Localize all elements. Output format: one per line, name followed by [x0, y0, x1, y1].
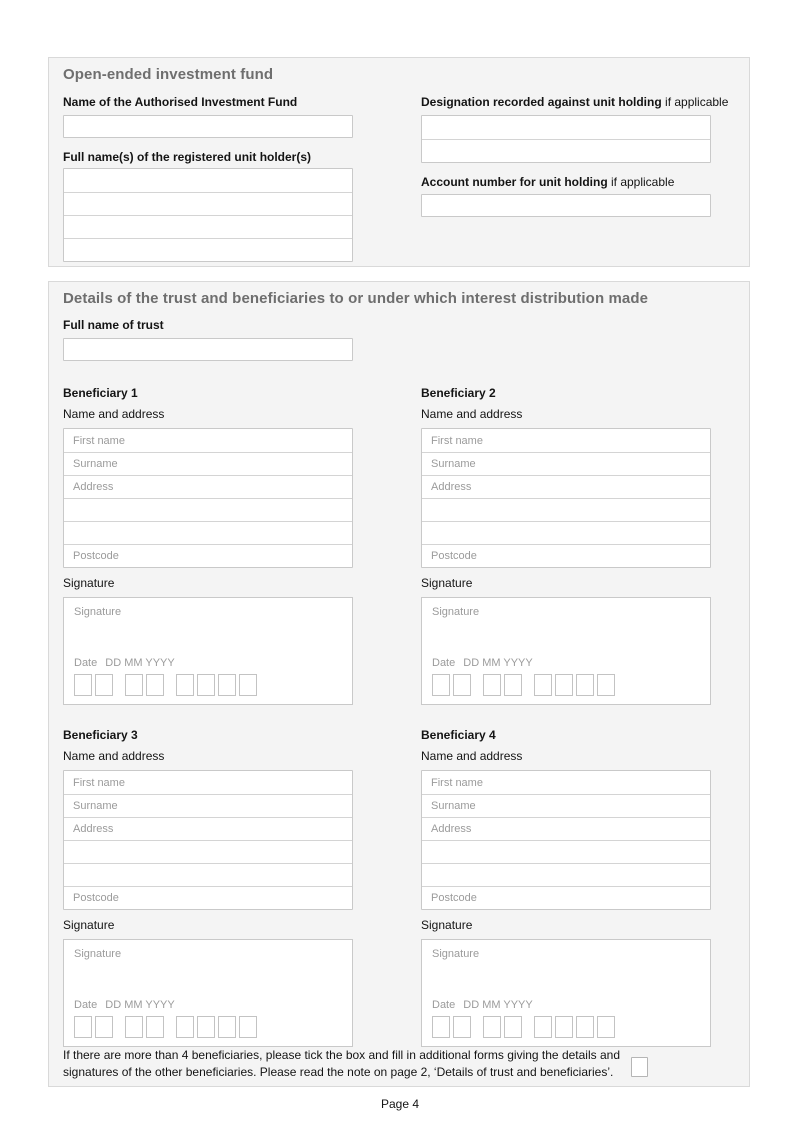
date-month-box[interactable] — [125, 674, 143, 696]
address-line3-input[interactable] — [64, 521, 352, 544]
postcode-input[interactable] — [64, 544, 352, 567]
name-address-group — [63, 770, 353, 910]
date-label: Date DD MM YYYY — [74, 657, 175, 669]
postcode-input[interactable] — [422, 544, 710, 567]
name-address-label: Name and address — [63, 407, 165, 421]
panel-open-ended-fund — [48, 57, 750, 267]
address-line3-input[interactable] — [422, 521, 710, 544]
date-cells — [432, 1016, 615, 1038]
date-year-box[interactable] — [218, 1016, 236, 1038]
surname-input[interactable] — [64, 452, 352, 475]
signature-label: Signature — [63, 918, 115, 932]
name-address-group — [421, 428, 711, 568]
date-year-box[interactable] — [555, 674, 573, 696]
page-number: Page 4 — [380, 1097, 420, 1111]
date-day-box[interactable] — [74, 674, 92, 696]
date-month-box[interactable] — [146, 1016, 164, 1038]
date-day-box[interactable] — [74, 1016, 92, 1038]
first-name-input[interactable] — [422, 429, 710, 452]
date-cells — [74, 1016, 257, 1038]
date-label: Date DD MM YYYY — [432, 999, 533, 1011]
beneficiary-4-title: Beneficiary 4 — [421, 728, 496, 742]
name-address-label: Name and address — [421, 749, 523, 763]
note-line-1: If there are more than 4 beneficiaries, please tick the box and fill in additional forms giving the details and — [63, 1048, 620, 1062]
more-beneficiaries-note — [63, 1047, 631, 1081]
signature-placeholder: Signature — [432, 948, 480, 960]
address-input[interactable] — [64, 475, 352, 498]
date-year-box[interactable] — [176, 674, 194, 696]
signature-placeholder: Signature — [432, 606, 480, 618]
date-year-box[interactable] — [218, 674, 236, 696]
designation-group — [421, 115, 711, 163]
section-title-open-ended-fund: Open-ended investment fund — [63, 66, 274, 83]
unit-holder-2-input[interactable] — [64, 192, 352, 215]
address-line2-input[interactable] — [422, 498, 710, 521]
beneficiary-4-block — [421, 728, 711, 1048]
date-year-box[interactable] — [534, 674, 552, 696]
name-address-group — [63, 428, 353, 568]
surname-input[interactable] — [64, 794, 352, 817]
date-month-box[interactable] — [504, 1016, 522, 1038]
signature-box[interactable] — [63, 939, 353, 1047]
address-input[interactable] — [422, 817, 710, 840]
signature-placeholder: Signature — [74, 606, 122, 618]
date-label: Date DD MM YYYY — [74, 999, 175, 1011]
trust-name-label: Full name of trust — [63, 318, 164, 332]
signature-label: Signature — [63, 576, 115, 590]
designation-label: Designation recorded against unit holding if applicable — [421, 95, 729, 109]
date-year-box[interactable] — [597, 1016, 615, 1038]
date-month-box[interactable] — [125, 1016, 143, 1038]
unit-holders-label: Full name(s) of the registered unit holder(s) — [63, 150, 312, 164]
address-line2-input[interactable] — [64, 498, 352, 521]
surname-input[interactable] — [422, 794, 710, 817]
name-address-label: Name and address — [421, 407, 523, 421]
panel-trust-details — [48, 281, 750, 1087]
unit-holder-3-input[interactable] — [64, 215, 352, 238]
designation-2-input[interactable] — [422, 139, 710, 162]
aif-name-input[interactable] — [63, 115, 353, 138]
date-year-box[interactable] — [555, 1016, 573, 1038]
beneficiary-1-title: Beneficiary 1 — [63, 386, 138, 400]
address-line3-input[interactable] — [64, 863, 352, 886]
date-year-box[interactable] — [534, 1016, 552, 1038]
first-name-input[interactable] — [64, 771, 352, 794]
date-month-box[interactable] — [483, 1016, 501, 1038]
signature-box[interactable] — [421, 939, 711, 1047]
date-day-box[interactable] — [95, 674, 113, 696]
address-input[interactable] — [422, 475, 710, 498]
aif-name-label: Name of the Authorised Investment Fund — [63, 95, 298, 109]
date-year-box[interactable] — [239, 674, 257, 696]
date-month-box[interactable] — [146, 674, 164, 696]
name-address-label: Name and address — [63, 749, 165, 763]
date-cells — [74, 674, 257, 696]
date-day-box[interactable] — [453, 674, 471, 696]
date-year-box[interactable] — [576, 1016, 594, 1038]
date-year-box[interactable] — [197, 1016, 215, 1038]
designation-1-input[interactable] — [422, 116, 710, 139]
account-number-input[interactable] — [421, 194, 711, 217]
date-day-box[interactable] — [95, 1016, 113, 1038]
signature-box[interactable] — [63, 597, 353, 705]
surname-input[interactable] — [422, 452, 710, 475]
signature-box[interactable] — [421, 597, 711, 705]
date-month-box[interactable] — [504, 674, 522, 696]
first-name-input[interactable] — [422, 771, 710, 794]
postcode-input[interactable] — [64, 886, 352, 909]
date-year-box[interactable] — [576, 674, 594, 696]
section-title-trust-details: Details of the trust and beneficiaries to or under which interest distribution made — [63, 290, 649, 307]
address-line2-input[interactable] — [422, 840, 710, 863]
date-month-box[interactable] — [483, 674, 501, 696]
unit-holders-group — [63, 168, 353, 262]
date-label: Date DD MM YYYY — [432, 657, 533, 669]
beneficiary-2-block — [421, 386, 711, 706]
date-day-box[interactable] — [453, 1016, 471, 1038]
address-input[interactable] — [64, 817, 352, 840]
beneficiary-2-title: Beneficiary 2 — [421, 386, 496, 400]
beneficiary-3-block — [63, 728, 353, 1048]
signature-placeholder: Signature — [74, 948, 122, 960]
date-year-box[interactable] — [197, 674, 215, 696]
first-name-input[interactable] — [64, 429, 352, 452]
trust-name-input[interactable] — [63, 338, 353, 361]
note-line-2: signatures of the other beneficiaries. Please read the note on page 2, ‘Details of trust and beneficiaries’. — [63, 1065, 614, 1079]
beneficiary-1-block — [63, 386, 353, 706]
address-line2-input[interactable] — [64, 840, 352, 863]
date-day-box[interactable] — [432, 1016, 450, 1038]
account-number-label: Account number for unit holding if applicable — [421, 175, 675, 189]
beneficiary-3-title: Beneficiary 3 — [63, 728, 138, 742]
date-year-box[interactable] — [239, 1016, 257, 1038]
date-cells — [432, 674, 615, 696]
date-year-box[interactable] — [597, 674, 615, 696]
date-year-box[interactable] — [176, 1016, 194, 1038]
unit-holder-4-input[interactable] — [64, 238, 352, 261]
unit-holder-1-input[interactable] — [64, 169, 352, 192]
signature-label: Signature — [421, 576, 473, 590]
name-address-group — [421, 770, 711, 910]
more-beneficiaries-checkbox[interactable] — [631, 1057, 648, 1077]
postcode-input[interactable] — [422, 886, 710, 909]
date-day-box[interactable] — [432, 674, 450, 696]
address-line3-input[interactable] — [422, 863, 710, 886]
signature-label: Signature — [421, 918, 473, 932]
